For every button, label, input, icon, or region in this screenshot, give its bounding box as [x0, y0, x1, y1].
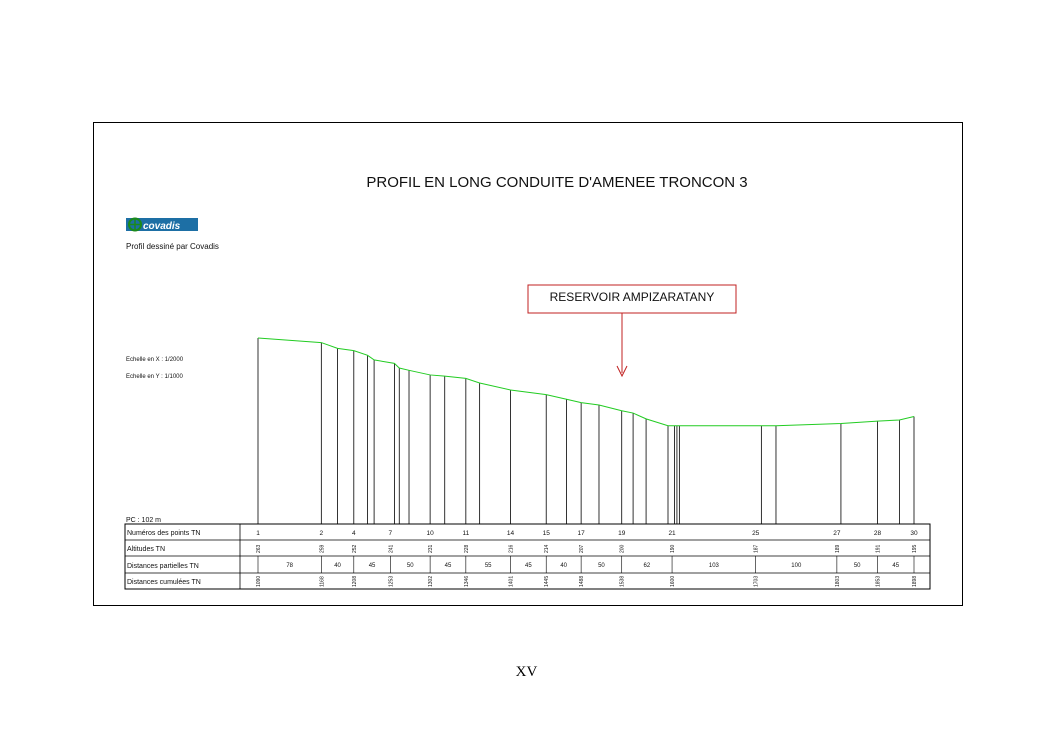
- table-frame: [125, 524, 930, 589]
- point-number-label: 25: [752, 530, 760, 537]
- row-label-partial-distances: Distances partielles TN: [127, 563, 199, 570]
- altitude-label: 189: [834, 544, 841, 553]
- covadis-logo: [126, 218, 198, 232]
- point-number-label: 17: [577, 530, 585, 537]
- point-number-label: 28: [873, 530, 882, 537]
- reservoir-annotation: [528, 285, 736, 376]
- cumulative-distance-label: 1538: [619, 575, 626, 587]
- altitude-label: 241: [388, 544, 395, 553]
- point-number-label: 11: [462, 530, 470, 537]
- cumulative-distance-label: 1488: [579, 575, 586, 587]
- cumulative-distance-label: 1703: [753, 575, 760, 587]
- cumulative-distance-label: 1253: [388, 575, 395, 587]
- altitude-label: 231: [428, 544, 435, 553]
- altitude-label: 228: [463, 544, 470, 553]
- page-number: XV: [515, 664, 538, 680]
- partial-distance-label: 50: [598, 563, 605, 569]
- cumulative-distance-label: 1803: [834, 575, 841, 587]
- cumulative-distance-label: 1168: [319, 576, 326, 587]
- table-cells: [256, 530, 918, 587]
- point-number-label: 14: [506, 530, 515, 537]
- partial-distance-label: 50: [406, 563, 414, 569]
- altitude-label: 190: [670, 544, 677, 553]
- point-number-label: 10: [426, 530, 434, 537]
- row-label-numbers: Numéros des points TN: [127, 530, 201, 537]
- altitude-label: 263: [256, 544, 262, 553]
- cumulative-distance-label: 1853: [875, 575, 882, 587]
- scale-y-label: Echelle en Y : 1/1000: [126, 374, 183, 380]
- point-number-label: 30: [910, 530, 918, 537]
- cumulative-distance-label: 1445: [544, 575, 551, 587]
- cumulative-distance-label: 1090: [256, 575, 262, 587]
- partial-distance-label: 40: [334, 563, 341, 569]
- partial-distance-label: 40: [560, 563, 568, 569]
- altitude-label: 195: [912, 544, 918, 553]
- altitude-label: 214: [544, 544, 551, 553]
- profile-series-line: [258, 338, 914, 426]
- partial-distance-label: 78: [286, 563, 294, 569]
- row-label-cumulative-distances: Distances cumulées TN: [127, 579, 201, 586]
- cumulative-distance-label: 1302: [428, 575, 435, 587]
- partial-distance-label: 45: [368, 563, 376, 569]
- partial-distance-label: 45: [525, 563, 532, 569]
- cumulative-distance-label: 1600: [670, 575, 677, 587]
- altitude-label: 191: [875, 544, 882, 553]
- point-number-label: 4: [351, 530, 356, 537]
- logo-text: covadis: [143, 221, 181, 232]
- cumulative-distance-label: 1898: [912, 575, 918, 587]
- chart-subtitle: Profil dessiné par Covadis: [126, 242, 219, 251]
- partial-distance-label: 103: [708, 563, 719, 569]
- altitude-label: 259: [319, 544, 326, 553]
- point-number-label: 1: [256, 530, 260, 537]
- point-number-label: 21: [668, 530, 676, 537]
- partial-distance-label: 50: [853, 563, 861, 569]
- annotation-text: RESERVOIR AMPIZARATANY: [549, 290, 715, 304]
- partial-distance-label: 62: [643, 563, 651, 569]
- altitude-label: 252: [351, 544, 358, 553]
- cumulative-distance-label: 1208: [351, 575, 358, 587]
- point-number-label: 15: [542, 530, 550, 537]
- altitude-label: 200: [619, 544, 626, 553]
- point-number-label: 7: [388, 530, 393, 537]
- altitude-label: 207: [579, 544, 586, 553]
- terrain-profile: [258, 338, 914, 426]
- point-number-label: 19: [618, 530, 626, 537]
- altitude-label: 216: [508, 544, 515, 553]
- partial-distance-label: 45: [444, 563, 452, 569]
- partial-distance-label: 45: [892, 563, 900, 569]
- cumulative-distance-label: 1401: [508, 575, 515, 587]
- partial-distance-label: 100: [791, 563, 802, 569]
- profile-figure: [93, 122, 963, 606]
- reference-plane-label: PC : 102 m: [126, 517, 162, 524]
- partial-distance-label: 55: [484, 563, 492, 569]
- altitude-label: 187: [753, 544, 760, 553]
- point-number-label: 27: [833, 530, 841, 537]
- point-number-label: 2: [319, 530, 324, 537]
- cumulative-distance-label: 1346: [463, 575, 470, 587]
- profile-chart: [94, 123, 962, 605]
- station-verticals: [258, 338, 914, 524]
- profile-table: [125, 524, 930, 589]
- chart-title: PROFIL EN LONG CONDUITE D'AMENEE TRONCON 3: [366, 174, 748, 191]
- scale-x-label: Echelle en X : 1/2000: [126, 357, 184, 363]
- row-label-altitudes: Altitudes TN: [127, 546, 165, 553]
